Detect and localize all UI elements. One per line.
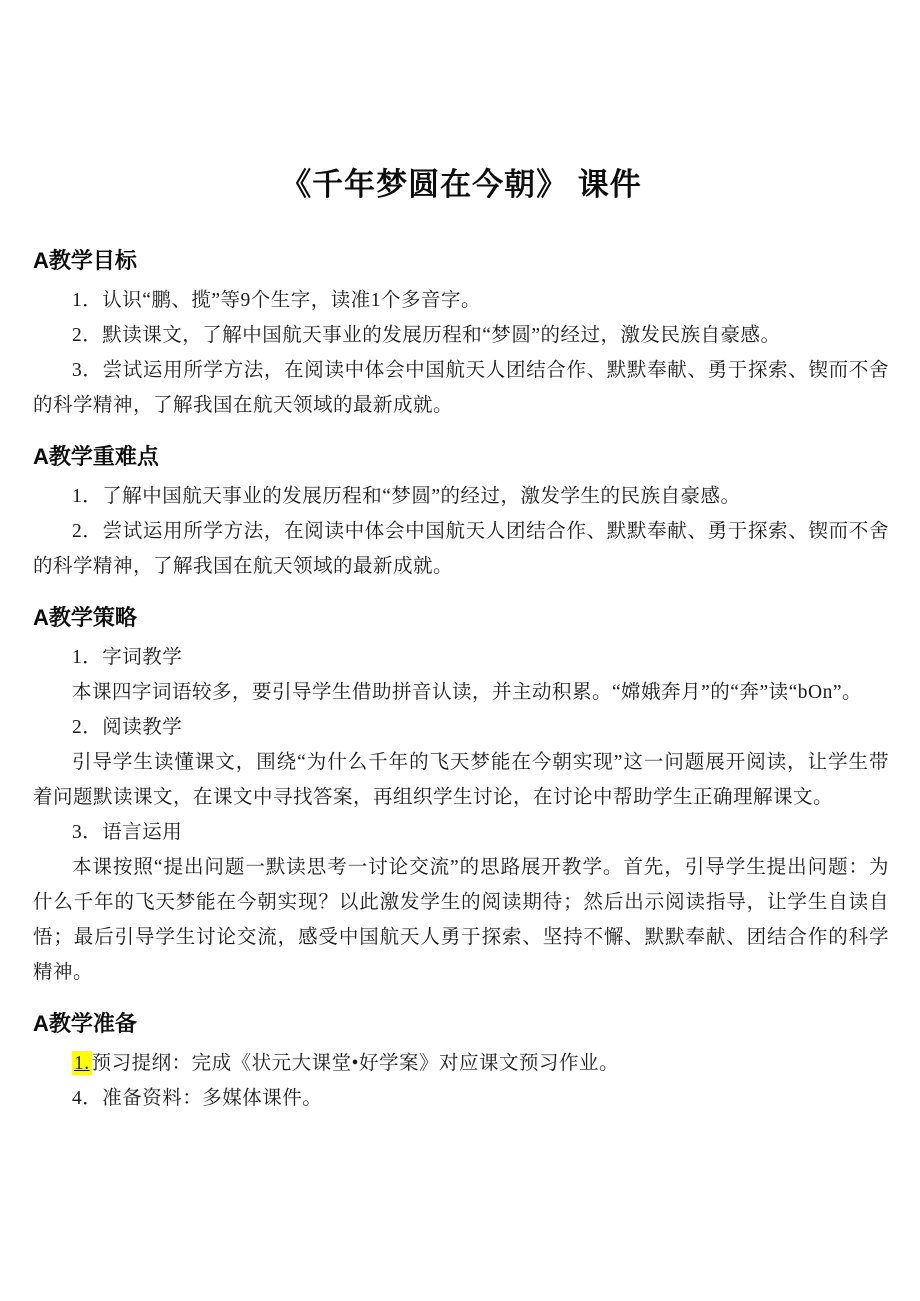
preparation-item-1 (33, 1046, 889, 1081)
section-heading-teaching-preparation: A教学准备 (33, 1011, 137, 1036)
section-heading-teaching-strategy: A教学策略 (33, 605, 137, 630)
strategy-subtitle-language-use: 3．语言运用 (72, 822, 183, 843)
strategy-reading-text: 引导学生读懂课文，围绕“为什么千年的飞天梦能在今朝实现”这一问题展开阅读，让学生带着问题默读课文，在课文中寻找答案，再组织学生讨论，在讨论中帮助学生正确理解课文。 (33, 752, 889, 808)
preparation-item-1-text: 预习提纲：完成《状元大课堂•好学案》对应课文预习作业。 (91, 1053, 619, 1074)
strategy-subtitle-reading: 2．阅读教学 (72, 717, 183, 738)
difficulties-item-2: 2．尝试运用所学方法，在阅读中体会中国航天人团结合作、默默奉献、勇于探索、锲而不舍的科学精神，了解我国在航天领域的最新成就。 (33, 521, 889, 577)
objectives-item-2: 2．默读课文，了解中国航天事业的发展历程和“梦圆”的经过，激发民族自豪感。 (72, 325, 781, 346)
strategy-language-use-text: 本课按照“提出问题一默读思考一讨论交流”的思路展开教学。首先，引导学生提出问题：为什么千年的飞天梦能在今朝实现？以此激发学生的阅读期待；然后出示阅读指导，让学生自读自悟；最后引导学生讨论交流，感受中国航天人勇于探索、坚持不懈、默默奉献、团结合作的科学精神。 (33, 857, 889, 983)
strategy-vocabulary-text: 本课四字词语较多，要引导学生借助拼音认读，并主动积累。“嫦娥奔月”的“奔”读“bOn”。 (72, 682, 863, 703)
objectives-item-3: 3．尝试运用所学方法，在阅读中体会中国航天人团结合作、默默奉献、勇于探索、锲而不舍的科学精神，了解我国在航天领域的最新成就。 (33, 360, 889, 416)
document-title: 《千年梦圆在今朝》 课件 (280, 167, 642, 202)
section-heading-teaching-objectives: A教学目标 (33, 248, 137, 273)
strategy-subtitle-vocabulary: 1．字词教学 (72, 647, 183, 668)
preparation-item-2: 4．准备资料：多媒体课件。 (72, 1088, 323, 1109)
section-heading-key-difficulties: A教学重难点 (33, 444, 159, 469)
highlighted-list-marker: 1. (74, 1053, 90, 1074)
objectives-item-1: 1．认识“鹏、揽”等9个生字，读准1个多音字。 (72, 290, 482, 311)
difficulties-item-1: 1．了解中国航天事业的发展历程和“梦圆”的经过，激发学生的民族自豪感。 (72, 486, 741, 507)
